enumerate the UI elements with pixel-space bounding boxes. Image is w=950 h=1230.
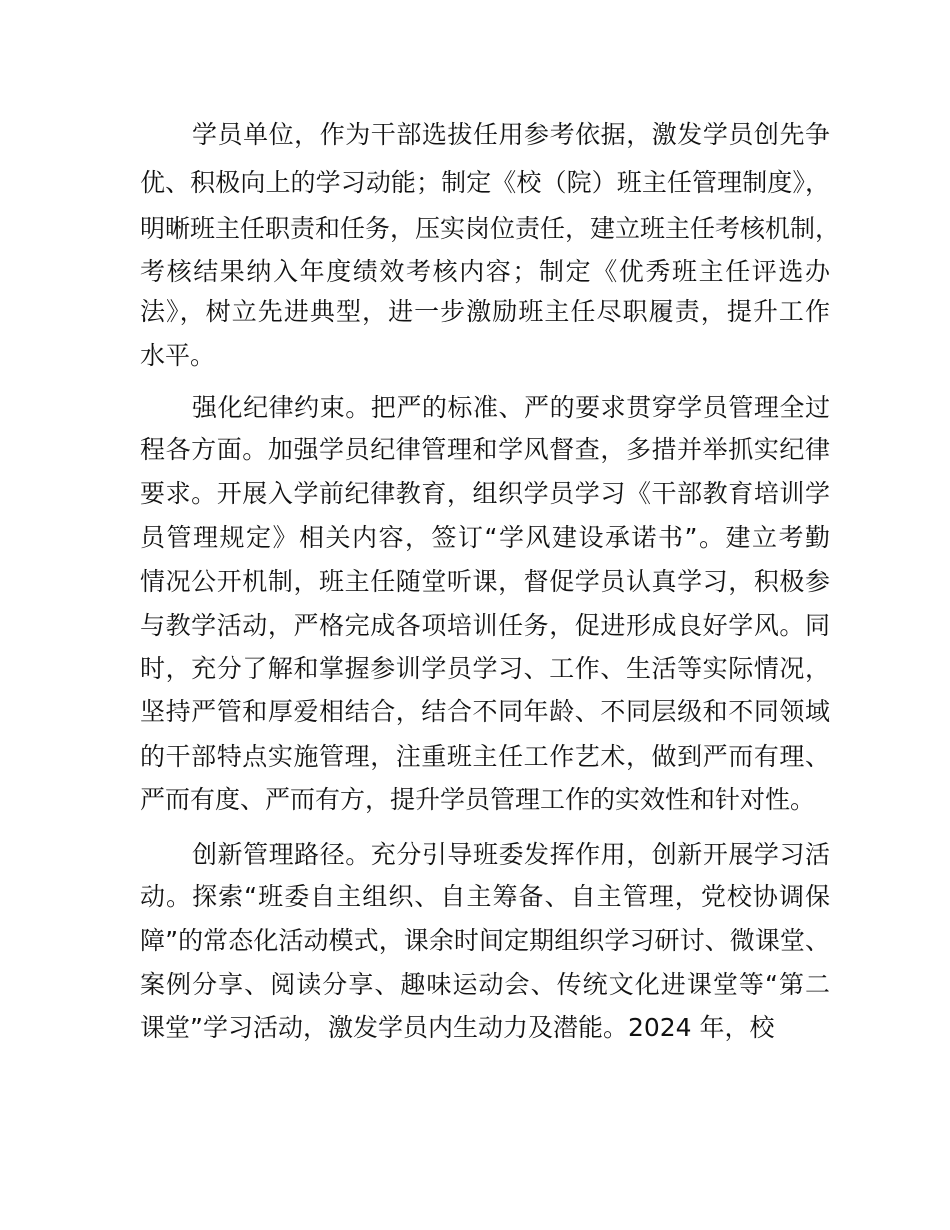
paragraph-1-line: 法》，树立先进典型，进一步激励班主任尽职履责，提升工作 (140, 297, 830, 326)
paragraph-2-line: 要求。开展入学前纪律教育，组织学员学习《干部教育培训学 (140, 479, 830, 508)
paragraph-3-line: 创新管理路径。充分引导班委发挥作用，创新开展学习活 (192, 840, 830, 869)
paragraph-2-line: 程各方面。加强学员纪律管理和学风督查，多措并举抓实纪律 (140, 435, 830, 464)
paragraph-3-line: 动。探索“班委自主组织、自主筹备、自主管理，党校协调保 (140, 882, 830, 911)
paragraph-1-line: 优、积极向上的学习动能；制定《校（院）班主任管理制度》， (140, 168, 830, 197)
paragraph-2-line: 情况公开机制，班主任随堂听课，督促学员认真学习，积极参 (140, 567, 830, 596)
paragraph-2-line: 严而有度、严而有方，提升学员管理工作的实效性和针对性。 (140, 785, 816, 814)
paragraph-3-line: 障”的常态化活动模式，课余时间定期组织学习研讨、微课堂、 (140, 926, 830, 955)
paragraph-3-line: 课堂”学习活动，激发学员内生动力及潜能。2024 年，校 (140, 1013, 775, 1042)
paragraph-1-line: 明晰班主任职责和任务，压实岗位责任，建立班主任考核机制， (140, 214, 841, 243)
paragraph-2-line: 坚持严管和厚爱相结合，结合不同年龄、不同层级和不同领域 (140, 697, 830, 726)
paragraph-2-line: 时，充分了解和掌握参训学员学习、工作、生活等实际情况， (140, 654, 830, 683)
paragraph-1-line: 考核结果纳入年度绩效考核内容；制定《优秀班主任评选办 (140, 257, 830, 286)
paragraph-1-line: 水平。 (140, 341, 216, 370)
paragraph-3-line: 案例分享、阅读分享、趣味运动会、传统文化进课堂等“第二 (140, 970, 830, 999)
paragraph-2-line: 的干部特点实施管理，注重班主任工作艺术，做到严而有理、 (140, 742, 830, 771)
paragraph-2-line: 与教学活动，严格完成各项培训任务，促进形成良好学风。同 (140, 611, 830, 640)
paragraph-2-line: 员管理规定》相关内容，签订“学风建设承诺书”。建立考勤 (140, 523, 830, 552)
paragraph-2-line: 强化纪律约束。把严的标准、严的要求贯穿学员管理全过 (192, 393, 830, 422)
paragraph-1-line: 学员单位，作为干部选拔任用参考依据，激发学员创先争 (192, 120, 830, 149)
